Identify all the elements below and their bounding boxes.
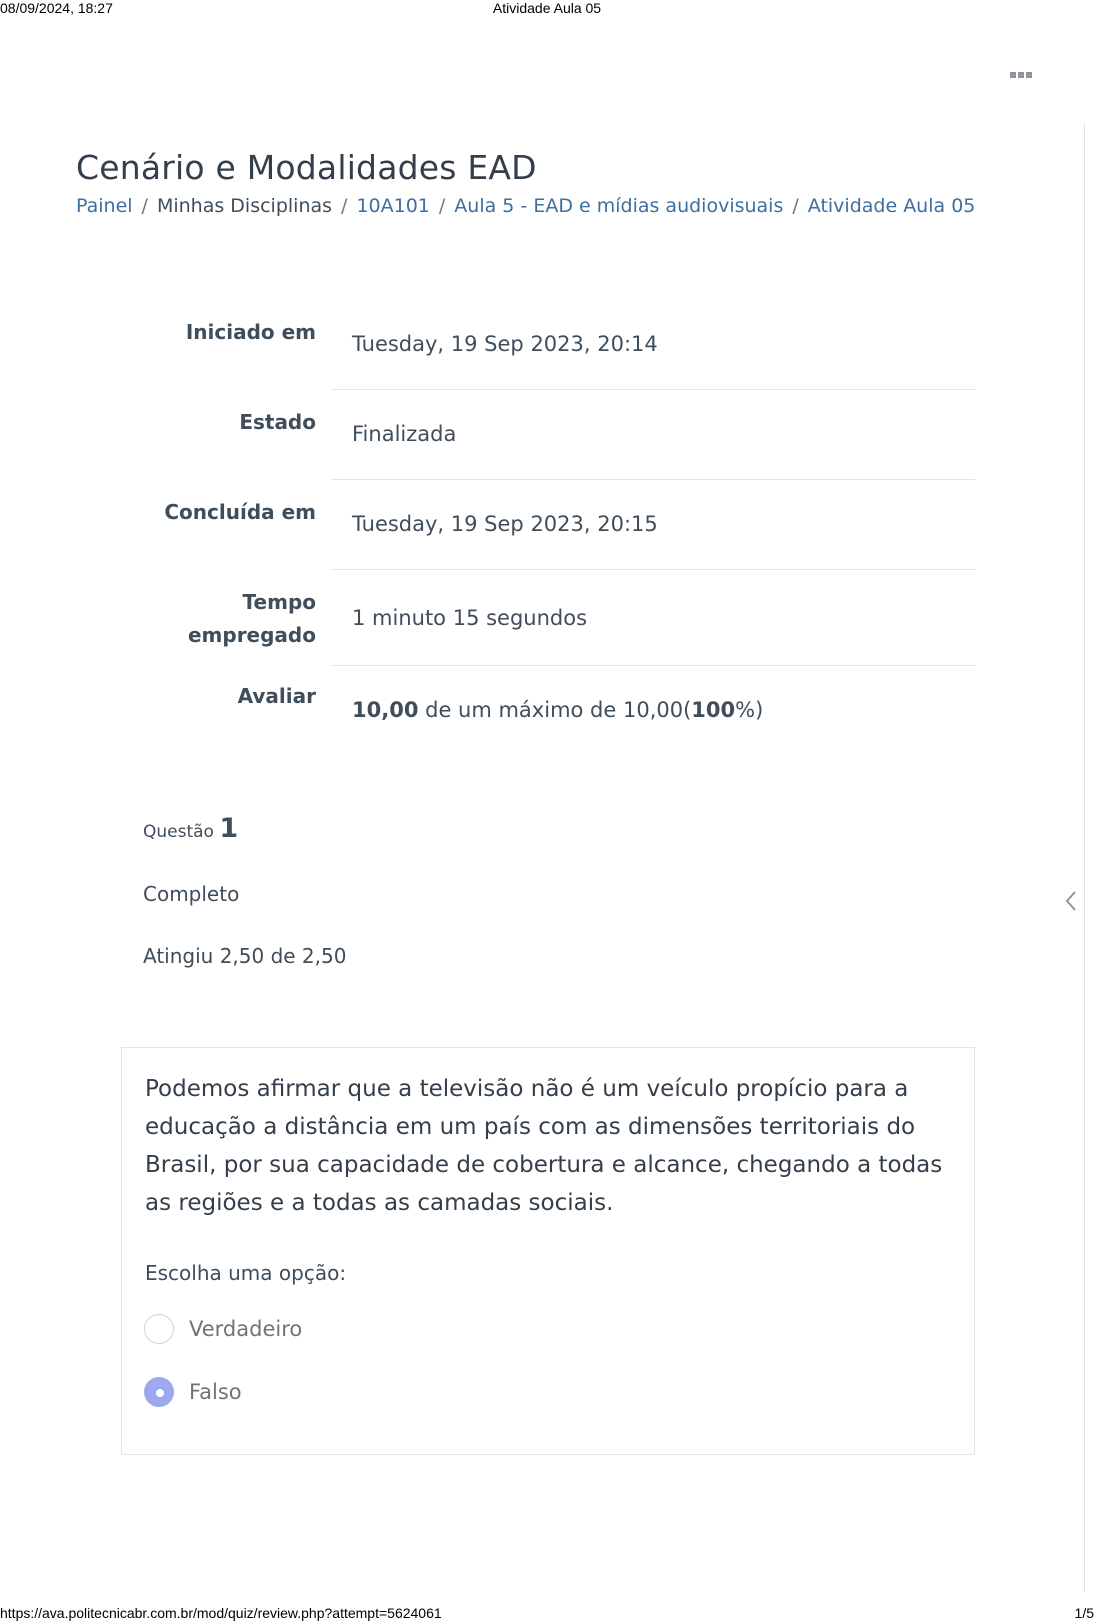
- answer-option-label: Verdadeiro: [189, 1317, 303, 1341]
- breadcrumb-item-activity[interactable]: Atividade Aula 05: [807, 195, 976, 217]
- answer-prompt: Escolha uma opção:: [145, 1261, 347, 1285]
- time-label-line1: Tempo: [242, 590, 316, 614]
- print-page-number: 1/5: [1074, 1605, 1094, 1621]
- breadcrumb-item-minhas-disciplinas: Minhas Disciplinas: [156, 195, 333, 217]
- print-doc-title: Atividade Aula 05: [492, 0, 602, 16]
- breadcrumb-separator: /: [341, 195, 348, 217]
- dot: [1018, 72, 1024, 78]
- more-dots-icon[interactable]: [1010, 68, 1034, 82]
- breadcrumb-separator: /: [141, 195, 148, 217]
- dot: [1026, 72, 1032, 78]
- time-value: 1 minuto 15 segundos: [352, 606, 588, 630]
- grade-percent: 100: [691, 698, 736, 722]
- drawer-toggle-button[interactable]: [1060, 886, 1082, 916]
- started-value: Tuesday, 19 Sep 2023, 20:14: [352, 332, 658, 356]
- grade-label: Avaliar: [237, 684, 316, 708]
- question-word: Questão: [143, 822, 214, 842]
- answer-option-verdadeiro[interactable]: [144, 1314, 302, 1344]
- grade-score: 10,00: [352, 698, 419, 722]
- answer-option-label: Falso: [189, 1380, 242, 1404]
- question-number: 1: [219, 813, 239, 844]
- radio-checked-icon[interactable]: [144, 1377, 174, 1407]
- chevron-left-icon: [1065, 890, 1077, 912]
- completed-label: Concluída em: [164, 500, 316, 524]
- grade-end-text: %): [735, 698, 764, 722]
- started-label: Iniciado em: [185, 320, 316, 344]
- time-label-line2: empregado: [187, 623, 316, 647]
- breadcrumb-item-section[interactable]: Aula 5 - EAD e mídias audiovisuais: [454, 195, 784, 217]
- breadcrumb: [76, 195, 975, 217]
- question-state: Completo: [143, 882, 240, 906]
- answer-option-falso[interactable]: [144, 1377, 242, 1407]
- drawer-divider: [1084, 122, 1085, 1592]
- question-label: [143, 813, 238, 844]
- question-text: Podemos afirmar que a televisão não é um veículo propício para a educação a distância em um país com as dimensões territoriais do Brasil, por sua capacidade de cobertura e alcance, chegando a todas as regiões e a todas as camadas sociais.: [145, 1076, 943, 1216]
- state-label: Estado: [239, 410, 316, 434]
- print-datetime: 08/09/2024, 18:27: [0, 0, 113, 16]
- dot: [1010, 72, 1016, 78]
- breadcrumb-item-painel[interactable]: Painel: [76, 195, 133, 217]
- summary-divider: [331, 479, 975, 480]
- page-title: Cenário e Modalidades EAD: [76, 148, 537, 187]
- print-header: [0, 0, 1094, 18]
- summary-divider: [331, 665, 975, 666]
- question-mark: Atingiu 2,50 de 2,50: [143, 944, 347, 968]
- grade-max-text: de um máximo de 10,00(: [418, 698, 692, 722]
- grade-value: [352, 698, 763, 722]
- breadcrumb-item-course[interactable]: 10A101: [356, 195, 430, 217]
- completed-value: Tuesday, 19 Sep 2023, 20:15: [352, 512, 658, 536]
- summary-divider: [331, 389, 975, 390]
- radio-unchecked-icon[interactable]: [144, 1314, 174, 1344]
- summary-divider: [331, 569, 975, 570]
- print-footer: [0, 1603, 1094, 1623]
- time-label: [130, 586, 316, 652]
- breadcrumb-separator: /: [438, 195, 446, 217]
- question-content-box: [121, 1047, 975, 1455]
- breadcrumb-separator: /: [792, 195, 799, 217]
- print-url: https://ava.politecnicabr.com.br/mod/quiz/review.php?attempt=5624061: [0, 1605, 442, 1621]
- state-value: Finalizada: [352, 422, 457, 446]
